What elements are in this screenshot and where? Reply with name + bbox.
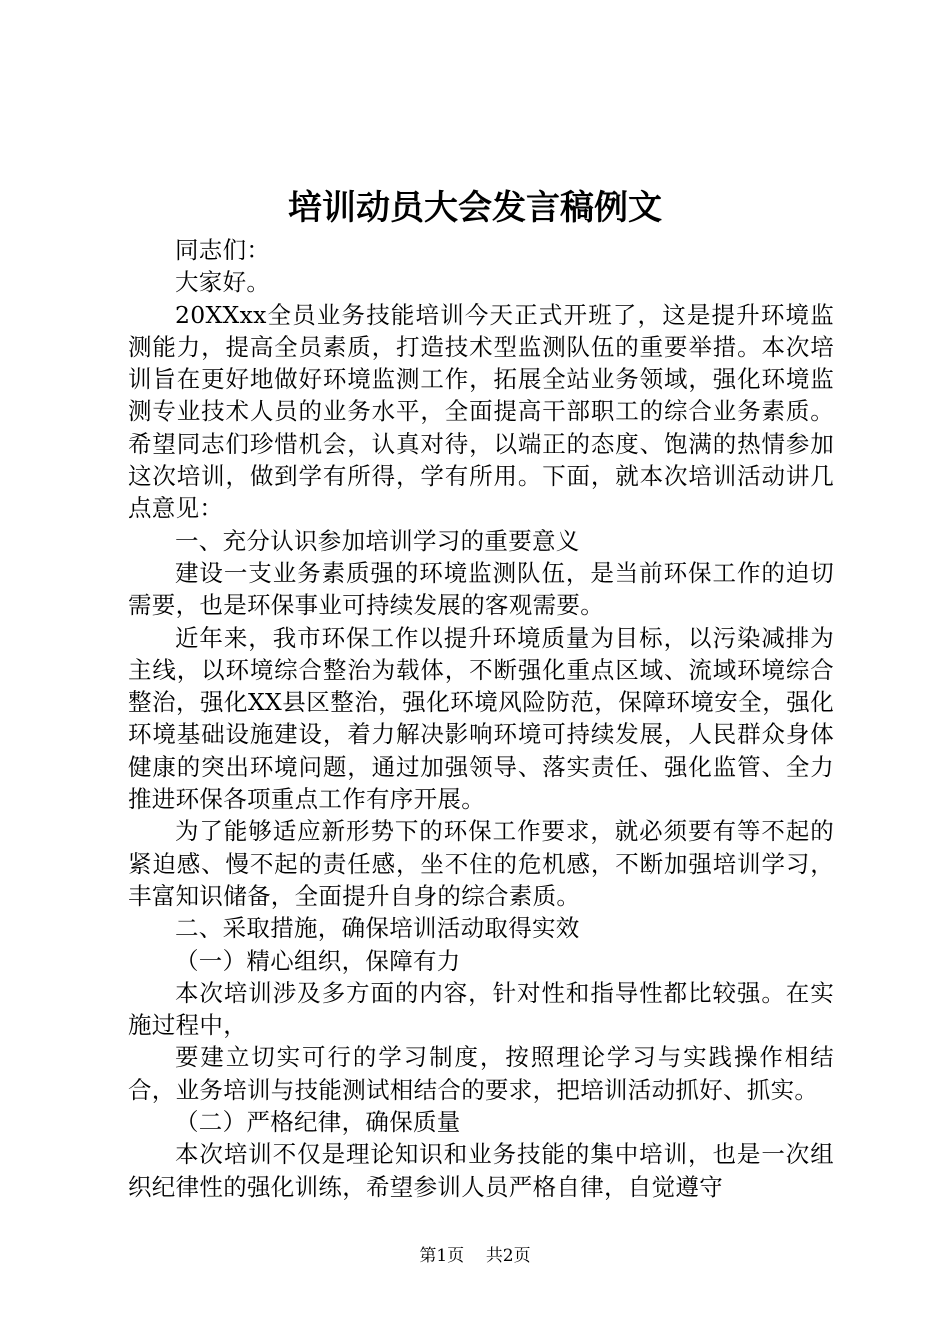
salutation: 同志们： — [175, 236, 271, 264]
document-body — [128, 234, 834, 1203]
greeting: 大家好。 — [175, 268, 271, 297]
paragraph: 本次培训涉及多方面的内容，针对性和指导性都比较强。在实施过程中， — [128, 978, 834, 1040]
paragraph: 要建立切实可行的学习制度，按照理论学习与实践操作相结合，业务培训与技能测试相结合的要求，把培训活动抓好、抓实。 — [128, 1043, 834, 1104]
document-title: 培训动员大会发言稿例文 — [288, 188, 662, 228]
paragraph-intro: 20XXxx全员业务技能培训今天正式开班了，这是提升环境监测能力，提高全员素质，打造技术型监测队伍的重要举措。本次培训旨在更好地做好环境监测工作，拓展全站业务领域，强化环境监测专业技术人员的业务水平，全面提高干部职工的综合业务素质。希望同志们珍惜机会，认真对待，以端正的态度、饱满的热情参加这次培训，做到学有所得，学有所用。下面，就本次培训活动讲几点意见： — [128, 300, 834, 523]
paragraph: 为了能够适应新形势下的环保工作要求，就必须要有等不起的紧迫感、慢不起的责任感，坐不住的危机感，不断加强培训学习，丰富知识储备，全面提升自身的综合素质。 — [128, 817, 834, 910]
footer-separator — [470, 1246, 481, 1266]
section-heading-1: 一、充分认识参加培训学习的重要意义 — [175, 526, 580, 555]
paragraph: 近年来，我市环保工作以提升环境质量为目标，以污染减排为主线，以环境综合整治为载体，不断强化重点区域、流域环境综合整治，强化XX县区整治，强化环境风险防范，保障环境安全，强化环境基础设施建设，着力解决影响环境可持续发展，人民群众身体健康的突出环境问题，通过加强领导、落实责任、强化监管、全力推进环保各项重点工作有序开展。 — [128, 623, 834, 814]
subsection-heading-2: （二）严格纪律，确保质量 — [175, 1108, 461, 1137]
paragraph: 建设一支业务素质强的环境监测队伍，是当前环保工作的迫切需要，也是环保事业可持续发展的客观需要。 — [128, 558, 834, 620]
subsection-heading-1: （一）精心组织，保障有力 — [175, 946, 461, 975]
paragraph: 本次培训不仅是理论知识和业务技能的集中培训，也是一次组织纪律性的强化训练，希望参训人员严格自律，自觉遵守 — [128, 1140, 834, 1201]
page-footer — [0, 1244, 950, 1268]
page-total: 共2页 — [485, 1246, 531, 1266]
page-number: 第1页 — [419, 1246, 465, 1266]
section-heading-2: 二、采取措施，确保培训活动取得实效 — [175, 914, 580, 943]
